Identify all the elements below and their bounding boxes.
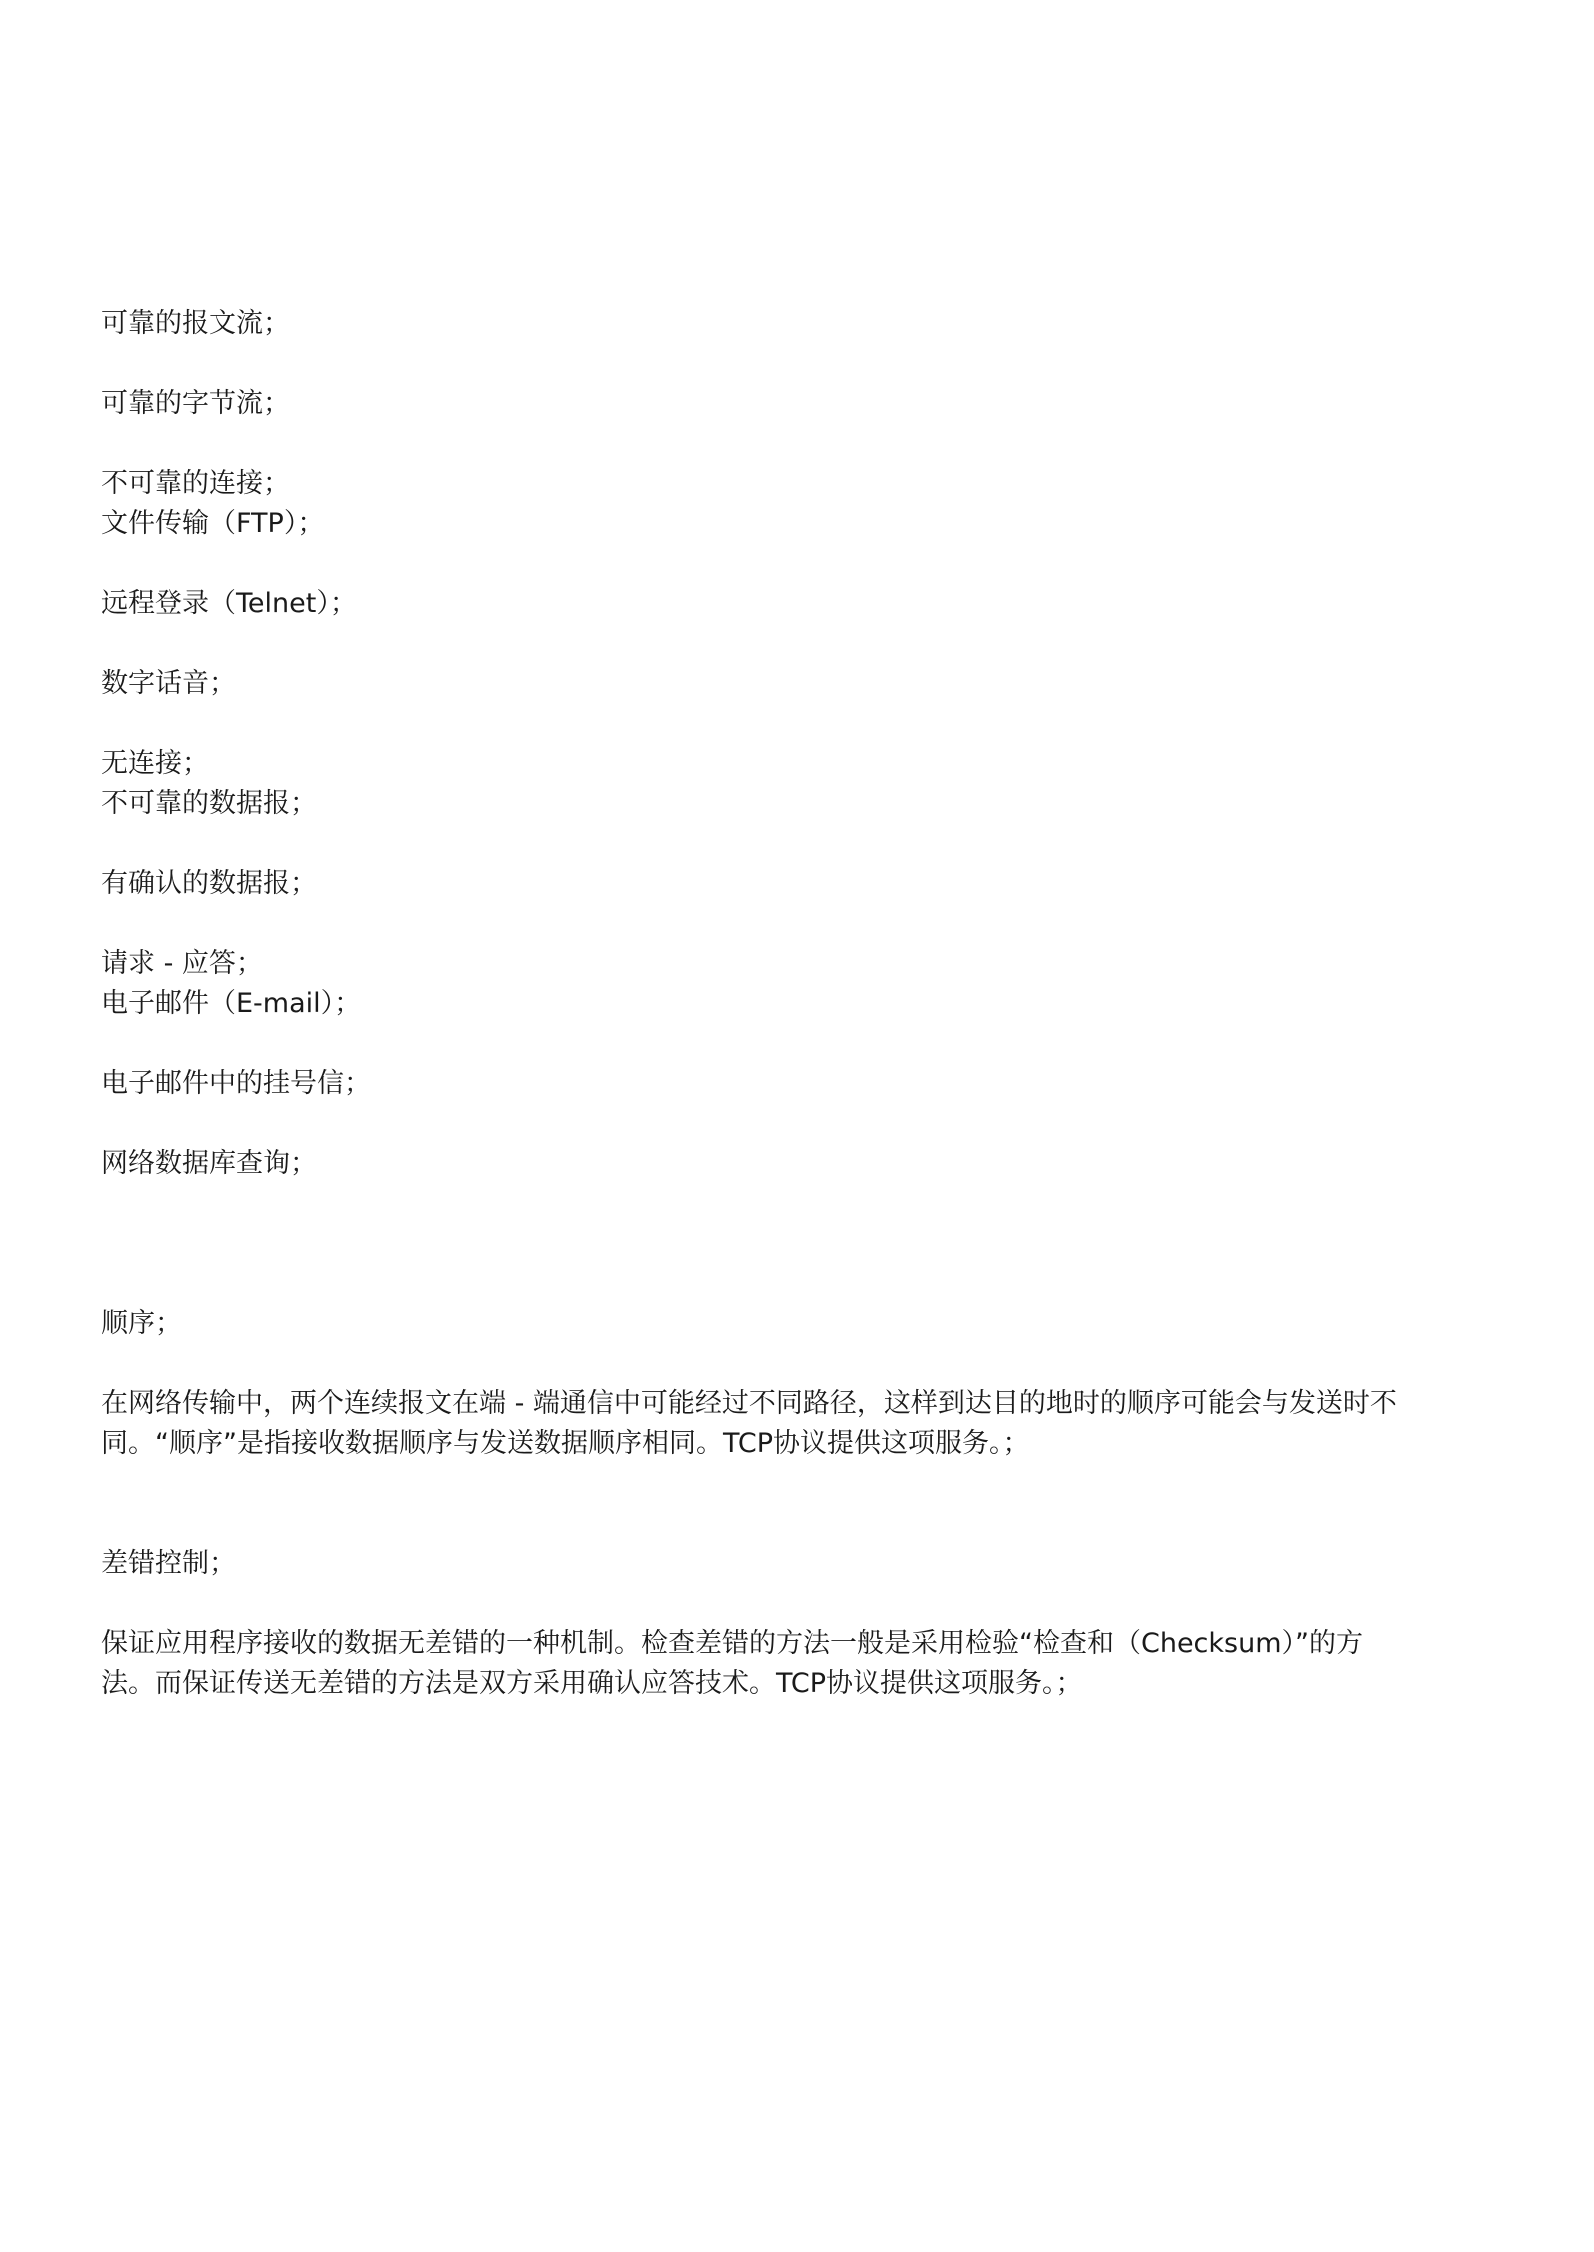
list-item-reliable-byte-stream: 可靠的字节流； — [101, 388, 290, 419]
section-heading-error-control: 差错控制； — [101, 1548, 236, 1579]
list-item-database-query: 网络数据库查询； — [101, 1148, 317, 1179]
list-item-unreliable-connection: 不可靠的连接； — [101, 468, 290, 499]
list-item-digital-voice: 数字话音； — [101, 668, 236, 699]
list-item-registered-mail: 电子邮件中的挂号信； — [101, 1068, 371, 1099]
list-item-telnet: 远程登录（Telnet）； — [101, 588, 357, 619]
list-item-request-reply: 请求 - 应答； — [101, 948, 263, 979]
list-item-acknowledged-datagram: 有确认的数据报； — [101, 868, 317, 899]
list-item-connectionless: 无连接； — [101, 748, 209, 779]
list-item-unreliable-datagram: 不可靠的数据报； — [101, 788, 317, 819]
section-body-error-control — [101, 1624, 1401, 1704]
section-body-order-line: 在网络传输中，两个连续报文在端 - 端通信中可能经过不同路径，这样到达目的地时的顺序可能会与发送时不 — [101, 1388, 1397, 1419]
list-item-email: 电子邮件（E-mail）； — [101, 988, 362, 1019]
section-body-order-line: 同。“顺序”是指接收数据顺序与发送数据顺序相同。TCP协议提供这项服务。； — [101, 1428, 1030, 1459]
section-body-error-control-line: 保证应用程序接收的数据无差错的一种机制。检查差错的方法一般是采用检验“检查和（Checksum）”的方 — [101, 1628, 1364, 1659]
list-item-reliable-message-stream: 可靠的报文流； — [101, 308, 290, 339]
list-item-ftp: 文件传输（FTP）； — [101, 508, 325, 539]
section-body-order — [101, 1384, 1401, 1464]
section-heading-order: 顺序； — [101, 1308, 182, 1339]
section-body-error-control-line: 法。而保证传送无差错的方法是双方采用确认应答技术。TCP协议提供这项服务。； — [101, 1668, 1083, 1699]
